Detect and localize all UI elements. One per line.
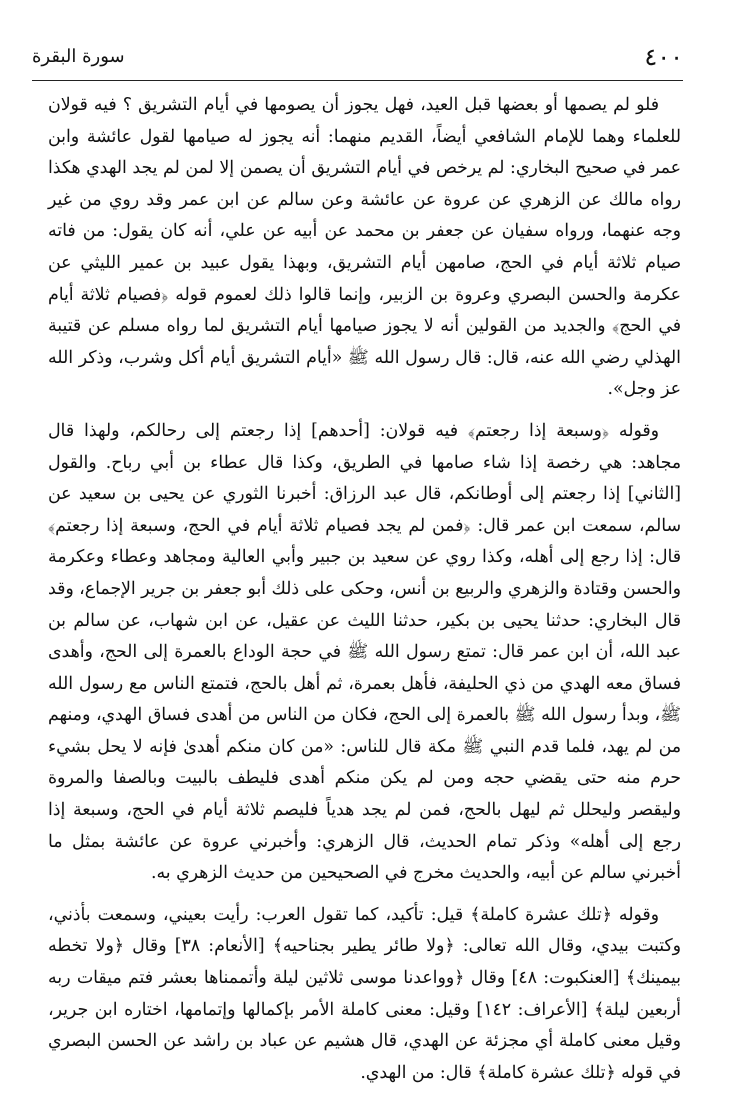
page-number: ٤٠٠ <box>644 43 683 71</box>
paragraph: فلو لم يصمها أو بعضها قبل العيد، فهل يجوز أن يصومها في أيام التشريق ؟ فيه قولان للعلماء وهما للإمام الشافعي أيضاً، القديم منهما: أنه يجوز له صيامها لقول عائشة وابن عمر في صحيح البخاري: لم يرخص في أيام التشريق أن يصمن إلا لمن لم يجد الهدي هكذا رواه مالك عن الزهري عن عروة عن عائشة وعن سالم عن ابن عمر وقد روي من غير وجه عنهما، ورواه سفيان عن جعفر بن محمد عن أبيه عن علي، أنه كان يقول: من فاته صيام ثلاثة أيام في الحج، صامهن أيام التشريق، وبهذا يقول عبيد بن عمير الليثي عن عكرمة والحسن البصري وعروة بن الزبير، وإنما قالوا ذلك لعموم قوله ﴿فصيام ثلاثة أيام في الحج﴾ والجديد من القولين أنه لا يجوز صيامها أيام التشريق لما رواه مسلم عن قتيبة الهذلي رضي الله عنه، قال: قال رسول الله ﷺ «أيام التشريق أيام أكل وشرب، وذكر الله عز وجل». <box>48 95 681 400</box>
page-header <box>32 40 683 78</box>
header-divider <box>32 80 683 81</box>
main-text <box>48 90 681 1089</box>
paragraph: وقوله ﴿تلك عشرة كاملة﴾ قيل: تأكيد، كما تقول العرب: رأيت بعيني، وسمعت بأذني، وكتبت بيدي، وقال الله تعالى: ﴿ولا طائر يطير بجناحيه﴾ [الأنعام: ٣٨] وقال ﴿ولا تخطه بيمينك﴾ [العنكبوت: ٤٨] وقال ﴿وواعدنا موسى ثلاثين ليلة وأتممناها بعشر فتم ميقات ربه أربعين ليلة﴾ [الأعراف: ١٤٢] وقيل: معنى كاملة الأمر بإكمالها وإتمامها، اختاره ابن جرير، وقيل معنى كاملة أي مجزئة عن الهدي، قال هشيم عن عباد بن راشد عن الحسن البصري في قوله ﴿تلك عشرة كاملة﴾ قال: من الهدي. <box>48 904 682 1083</box>
surah-title: سورة البقرة <box>32 46 125 67</box>
paragraph: وقوله ﴿وسبعة إذا رجعتم﴾ فيه قولان: [أحدهم] إذا رجعتم إلى رحالكم، ولهذا قال مجاهد: هي رخصة إذا شاء صامها في الطريق، وكذا قال عطاء بن أبي رباح. والقول [الثاني] إذا رجعتم إلى أوطانكم، قال عبد الرزاق: أخبرنا الثوري عن يحيى بن سعيد عن سالم، سمعت ابن عمر قال: ﴿فمن لم يجد فصيام ثلاثة أيام في الحج، وسبعة إذا رجعتم﴾ قال: إذا رجع إلى أهله، وكذا روي عن سعيد بن جبير وأبي العالية ومجاهد وعطاء وعكرمة والحسن وقتادة والزهري والربيع بن أنس، وحكى على ذلك أبو جعفر بن جرير الإجماع، وقد قال البخاري: حدثنا يحيى بن بكير، حدثنا الليث عن عقيل، عن ابن شهاب، عن سالم بن عبد الله، أن ابن عمر قال: تمتع رسول الله ﷺ في حجة الوداع بالعمرة إلى الحج، وأهدى فساق معه الهدي من ذي الحليفة، فأهل بعمرة، ثم أهل بالحج، فتمتع الناس مع رسول الله ﷺ، وبدأ رسول الله ﷺ بالعمرة إلى الحج، فكان من الناس من أهدى فساق الهدي، ومنهم من لم يهد، فلما قدم النبي ﷺ مكة قال للناس: «من كان منكم أهدىٰ فإنه لا يحل بشيء حرم منه حتى يقضي حجه ومن لم يكن منكم أهدى فليطف بالبيت وبالصفا والمروة وليقصر وليحلل ثم ليهل بالحج، فمن لم يجد هدياً فليصم ثلاثة أيام في الحج، وسبعة إذا رجع إلى أهله» وذكر تمام الحديث، قال الزهري: وأخبرني عروة عن عائشة بمثل ما أخبرني سالم عن أبيه، والحديث مخرج في الصحيحين من حديث الزهري به. <box>48 420 681 884</box>
